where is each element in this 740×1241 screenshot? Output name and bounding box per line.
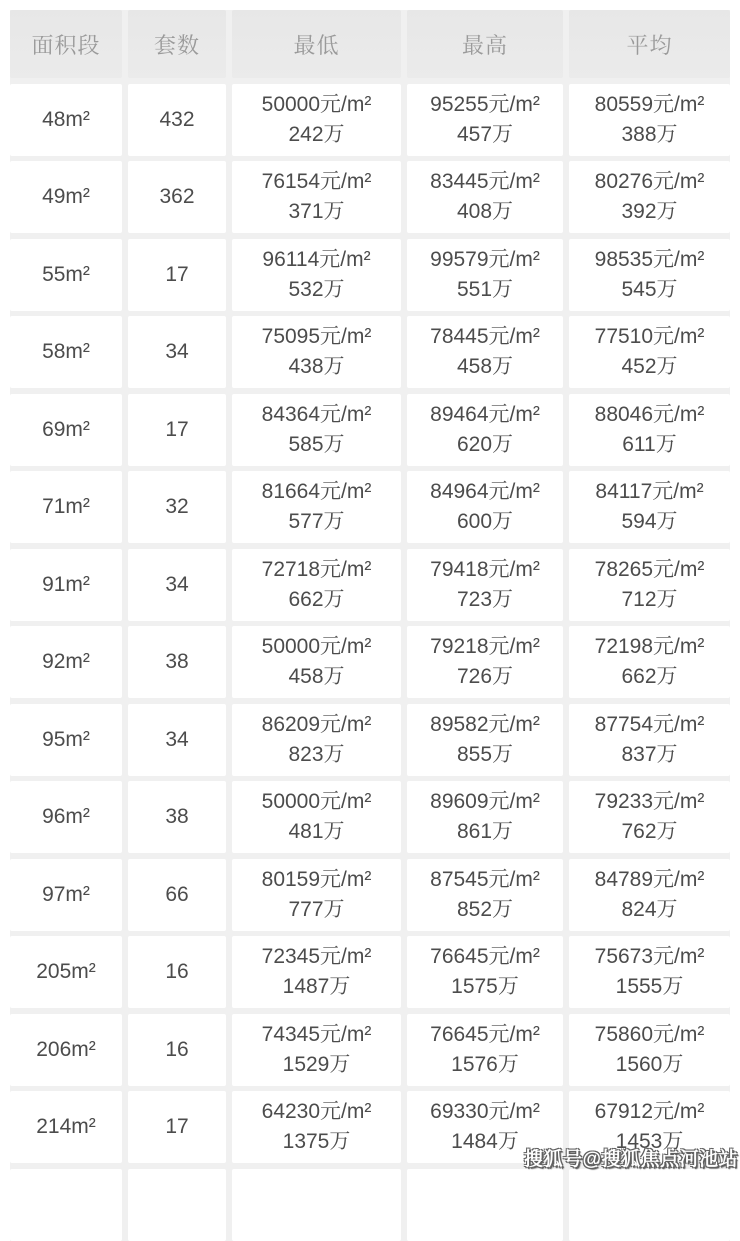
area-cell: [10, 781, 122, 853]
avg-price-cell: [569, 781, 730, 853]
min-total-price: 532万: [288, 277, 345, 301]
area-cell: [10, 394, 122, 466]
area-cell: [10, 936, 122, 1008]
min-price-cell: [232, 781, 401, 853]
count-value: 362: [159, 185, 195, 208]
avg-price-per-sqm: 78265元/m²: [594, 557, 705, 581]
avg-price-cell: [569, 549, 730, 621]
max-price-cell: [407, 859, 563, 931]
max-price-cell: [407, 239, 563, 311]
min-total-price: 1487万: [282, 975, 351, 998]
column-header-min: 最低: [232, 10, 401, 78]
count-cell: [128, 161, 226, 233]
count-cell: [128, 859, 226, 931]
avg-price-cell: [569, 394, 730, 466]
avg-total-price: 824万: [621, 897, 678, 921]
max-total-price: 458万: [456, 355, 514, 378]
max-total-price: 600万: [456, 510, 514, 533]
count-value: 38: [165, 805, 189, 828]
avg-price-cell: [569, 626, 730, 698]
avg-price-cell: [569, 1014, 730, 1086]
area-value: 48m²: [42, 107, 90, 131]
max-price-cell: [407, 316, 563, 388]
avg-total-price: 545万: [621, 277, 678, 301]
max-price-per-sqm: 89582元/m²: [430, 712, 540, 736]
min-total-price: 577万: [288, 510, 345, 533]
avg-price-per-sqm: 80559元/m²: [594, 92, 705, 116]
area-value: 92m²: [42, 650, 90, 673]
avg-price-cell: [569, 859, 730, 931]
max-price-per-sqm: 87545元/m²: [430, 867, 540, 891]
avg-price-per-sqm: 80276元/m²: [594, 170, 705, 193]
count-value: 32: [165, 495, 189, 518]
min-total-price: 458万: [288, 665, 345, 688]
min-total-price: 481万: [288, 820, 345, 843]
avg-total-price: 1453万: [615, 1130, 684, 1153]
area-value: 71m²: [42, 495, 90, 518]
partial-row-cell: [10, 1169, 122, 1241]
count-cell: [128, 394, 226, 466]
count-value: 17: [165, 262, 189, 286]
min-price-per-sqm: 84364元/m²: [261, 402, 372, 426]
max-price-per-sqm: 99579元/m²: [430, 247, 540, 271]
min-total-price: 242万: [288, 122, 345, 146]
area-value: 69m²: [42, 417, 90, 441]
max-total-price: 852万: [456, 897, 514, 921]
area-value: 97m²: [42, 882, 90, 906]
max-price-cell: [407, 1014, 563, 1086]
max-price-cell: [407, 781, 563, 853]
sohu-watermark: 搜狐号@搜狐焦点河池站: [523, 1149, 738, 1170]
column-header-count: 套数: [128, 10, 226, 78]
area-value: 91m²: [42, 572, 90, 596]
min-price-per-sqm: 74345元/m²: [261, 1022, 372, 1046]
max-total-price: 551万: [456, 277, 514, 301]
count-value: 66: [165, 882, 189, 906]
max-total-price: 723万: [456, 587, 514, 611]
avg-price-per-sqm: 87754元/m²: [594, 712, 705, 736]
min-price-per-sqm: 72718元/m²: [261, 557, 372, 581]
count-cell: [128, 239, 226, 311]
max-price-per-sqm: 78445元/m²: [430, 325, 540, 348]
max-price-cell: [407, 704, 563, 776]
max-price-per-sqm: 79418元/m²: [430, 557, 540, 581]
count-cell: [128, 626, 226, 698]
area-value: 95m²: [42, 727, 90, 751]
max-total-price: 408万: [456, 200, 514, 223]
max-price-cell: [407, 394, 563, 466]
min-price-cell: [232, 936, 401, 1008]
min-total-price: 662万: [288, 587, 345, 611]
area-value: 96m²: [42, 805, 90, 828]
max-price-cell: [407, 936, 563, 1008]
max-price-cell: [407, 626, 563, 698]
avg-price-cell: [569, 471, 730, 543]
count-value: 17: [165, 417, 189, 441]
min-price-per-sqm: 50000元/m²: [261, 92, 372, 116]
area-cell: [10, 316, 122, 388]
count-value: 16: [165, 1037, 189, 1061]
max-price-cell: [407, 84, 563, 156]
avg-total-price: 762万: [621, 820, 678, 843]
avg-price-cell: [569, 239, 730, 311]
area-value: 205m²: [36, 960, 96, 983]
min-price-per-sqm: 75095元/m²: [261, 325, 372, 348]
area-value: 206m²: [36, 1037, 96, 1061]
avg-total-price: 392万: [621, 200, 678, 223]
max-total-price: 726万: [456, 665, 514, 688]
count-cell: [128, 704, 226, 776]
min-total-price: 777万: [288, 897, 345, 921]
max-total-price: 1576万: [451, 1052, 519, 1076]
max-price-per-sqm: 69330元/m²: [430, 1100, 540, 1123]
price-table-wrap: [10, 10, 730, 1241]
min-price-cell: [232, 549, 401, 621]
min-price-cell: [232, 394, 401, 466]
count-cell: [128, 1091, 226, 1163]
avg-price-cell: [569, 936, 730, 1008]
avg-total-price: 1560万: [615, 1052, 684, 1076]
max-price-per-sqm: 79218元/m²: [430, 635, 540, 658]
max-total-price: 855万: [456, 742, 514, 766]
max-price-per-sqm: 84964元/m²: [430, 480, 540, 503]
count-value: 17: [165, 1115, 189, 1138]
area-cell: [10, 1091, 122, 1163]
avg-total-price: 388万: [621, 122, 678, 146]
area-cell: [10, 859, 122, 931]
min-price-cell: [232, 471, 401, 543]
max-total-price: 620万: [456, 432, 514, 456]
column-header-area: 面积段: [10, 10, 122, 78]
area-value: 55m²: [42, 262, 90, 286]
avg-total-price: 837万: [621, 742, 678, 766]
min-total-price: 1529万: [282, 1052, 351, 1076]
max-price-per-sqm: 76645元/m²: [430, 945, 540, 968]
avg-total-price: 712万: [621, 587, 678, 611]
avg-price-per-sqm: 84117元/m²: [595, 480, 704, 503]
count-value: 432: [159, 107, 195, 131]
avg-total-price: 662万: [621, 665, 678, 688]
count-cell: [128, 781, 226, 853]
max-price-per-sqm: 95255元/m²: [430, 92, 540, 116]
min-total-price: 823万: [288, 742, 345, 766]
max-price-cell: [407, 549, 563, 621]
avg-price-per-sqm: 77510元/m²: [594, 325, 705, 348]
area-value: 58m²: [42, 340, 90, 363]
area-cell: [10, 239, 122, 311]
area-cell: [10, 1014, 122, 1086]
column-header-max: 最高: [407, 10, 563, 78]
avg-price-cell: [569, 84, 730, 156]
avg-price-cell: [569, 704, 730, 776]
min-price-per-sqm: 96114元/m²: [262, 247, 371, 271]
avg-price-per-sqm: 84789元/m²: [594, 867, 705, 891]
area-cell: [10, 84, 122, 156]
max-total-price: 1484万: [451, 1130, 519, 1153]
area-cell: [10, 549, 122, 621]
min-price-cell: [232, 1091, 401, 1163]
avg-price-per-sqm: 88046元/m²: [594, 402, 705, 426]
area-cell: [10, 704, 122, 776]
min-price-cell: [232, 1014, 401, 1086]
avg-price-per-sqm: 75860元/m²: [594, 1022, 705, 1046]
min-price-per-sqm: 86209元/m²: [261, 712, 372, 736]
min-price-cell: [232, 84, 401, 156]
column-header-avg: 平均: [569, 10, 730, 78]
min-total-price: 371万: [288, 200, 345, 223]
avg-price-per-sqm: 67912元/m²: [594, 1100, 705, 1123]
min-total-price: 585万: [288, 432, 345, 456]
avg-price-cell: [569, 161, 730, 233]
count-value: 16: [165, 960, 189, 983]
min-price-per-sqm: 76154元/m²: [261, 170, 372, 193]
area-cell: [10, 161, 122, 233]
max-price-per-sqm: 83445元/m²: [430, 170, 540, 193]
avg-price-cell: [569, 316, 730, 388]
area-cell: [10, 471, 122, 543]
min-price-per-sqm: 50000元/m²: [261, 790, 372, 813]
count-value: 34: [165, 340, 189, 363]
min-price-per-sqm: 50000元/m²: [261, 635, 372, 658]
count-cell: [128, 936, 226, 1008]
max-price-cell: [407, 471, 563, 543]
min-total-price: 438万: [288, 355, 345, 378]
count-cell: [128, 316, 226, 388]
min-price-cell: [232, 161, 401, 233]
partial-row-cell: [232, 1169, 401, 1241]
count-value: 34: [165, 727, 189, 751]
partial-row-cell: [569, 1169, 730, 1241]
max-price-cell: [407, 161, 563, 233]
min-price-cell: [232, 316, 401, 388]
min-price-per-sqm: 81664元/m²: [261, 480, 372, 503]
min-price-cell: [232, 859, 401, 931]
min-price-per-sqm: 64230元/m²: [261, 1100, 372, 1123]
area-cell: [10, 626, 122, 698]
count-cell: [128, 471, 226, 543]
max-price-per-sqm: 89609元/m²: [430, 790, 540, 813]
min-price-per-sqm: 72345元/m²: [261, 945, 372, 968]
partial-row-cell: [128, 1169, 226, 1241]
area-value: 49m²: [42, 185, 90, 208]
min-price-cell: [232, 626, 401, 698]
avg-price-per-sqm: 79233元/m²: [594, 790, 705, 813]
count-value: 34: [165, 572, 189, 596]
min-price-cell: [232, 704, 401, 776]
avg-price-per-sqm: 98535元/m²: [594, 247, 705, 271]
partial-row-cell: [407, 1169, 563, 1241]
min-price-cell: [232, 239, 401, 311]
avg-price-per-sqm: 72198元/m²: [594, 635, 705, 658]
count-cell: [128, 549, 226, 621]
avg-total-price: 594万: [621, 510, 678, 533]
avg-total-price: 1555万: [615, 975, 684, 998]
area-value: 214m²: [36, 1115, 96, 1138]
max-price-per-sqm: 89464元/m²: [430, 402, 540, 426]
avg-total-price: 452万: [621, 355, 678, 378]
max-total-price: 1575万: [451, 975, 519, 998]
price-table: [10, 10, 730, 1241]
max-price-per-sqm: 76645元/m²: [430, 1022, 540, 1046]
avg-price-per-sqm: 75673元/m²: [594, 945, 705, 968]
count-cell: [128, 84, 226, 156]
max-total-price: 457万: [456, 122, 514, 146]
avg-total-price: 611万: [622, 432, 677, 456]
max-total-price: 861万: [456, 820, 514, 843]
min-total-price: 1375万: [282, 1130, 351, 1153]
count-cell: [128, 1014, 226, 1086]
count-value: 38: [165, 650, 189, 673]
min-price-per-sqm: 80159元/m²: [261, 867, 372, 891]
